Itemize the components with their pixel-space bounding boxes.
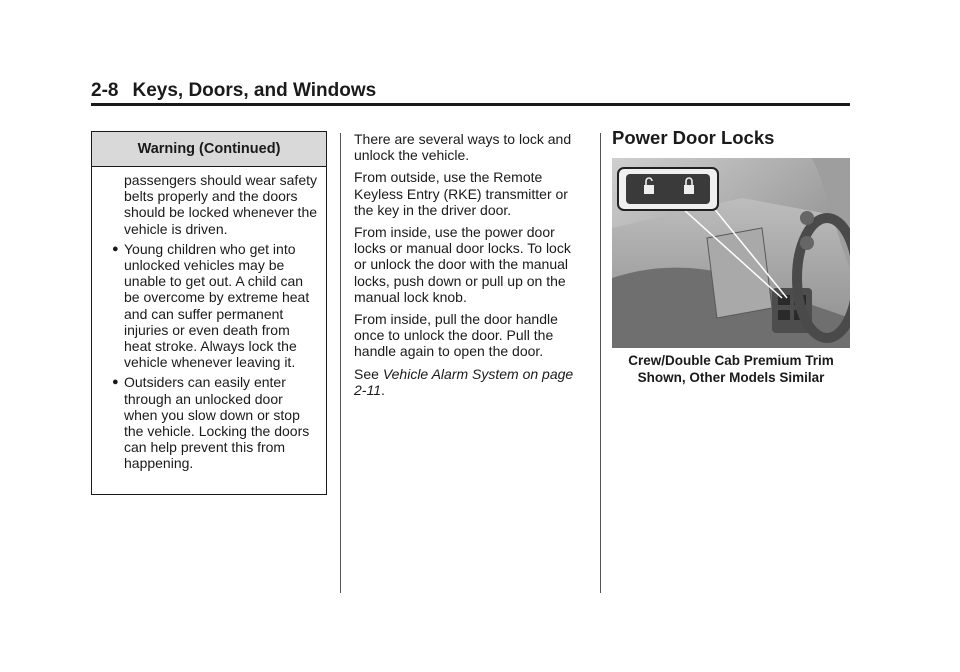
see-reference bbox=[354, 366, 586, 398]
door-panel-illustration bbox=[612, 158, 850, 348]
warning-bullet bbox=[112, 240, 318, 371]
section-title: Keys, Doors, and Windows bbox=[132, 80, 377, 101]
door-lock-switch-photo bbox=[612, 158, 850, 348]
warning-lead-text: passengers should wear safety belts properly and the doors should be locked whenever the vehicle is driven. bbox=[124, 172, 318, 237]
column-divider-right bbox=[600, 133, 601, 593]
warning-title: Warning (Continued) bbox=[92, 132, 326, 167]
see-prefix: See bbox=[354, 365, 383, 382]
paragraph: From inside, pull the door handle once to unlock the door. Pull the handle again to open the door. bbox=[354, 311, 558, 360]
header-rule bbox=[91, 103, 850, 106]
warning-bullet-text: Outsiders can easily enter through an unlocked door when you slow down or stop the vehicle. Locking the doors can help prevent this from happening. bbox=[124, 374, 310, 472]
caption-line: Crew/Double Cab Premium Trim bbox=[628, 353, 834, 368]
warning-body bbox=[92, 167, 326, 472]
cross-reference-link[interactable]: Vehicle Alarm System on page 2-11 bbox=[354, 365, 574, 398]
page-header bbox=[91, 80, 850, 102]
warning-bullet bbox=[112, 374, 318, 472]
bullet-icon: ● bbox=[112, 242, 119, 255]
middle-column bbox=[354, 131, 586, 404]
warning-box bbox=[91, 131, 327, 495]
paragraph: From outside, use the Remote Keyless Entry (RKE) transmitter or the key in the driver door. bbox=[354, 169, 568, 218]
caption-line: Shown, Other Models Similar bbox=[637, 370, 825, 385]
column-divider-left bbox=[340, 133, 341, 593]
see-suffix: . bbox=[380, 381, 385, 398]
paragraph: From inside, use the power door locks or manual door locks. To lock or unlock the door with the manual locks, push down or pull up on the manual lock knob. bbox=[354, 224, 571, 305]
warning-bullet-text: Young children who get into unlocked vehicles may be unable to get out. A child can be overcome by extreme heat and can suffer permanent injuries or even death from heat stroke. Always lock the vehicle whenever leaving it. bbox=[124, 240, 310, 371]
page-number: 2-8 bbox=[91, 80, 119, 101]
bullet-icon: ● bbox=[112, 376, 119, 389]
section-heading: Power Door Locks bbox=[612, 127, 775, 148]
photo-caption bbox=[612, 352, 850, 386]
paragraph: There are several ways to lock and unlock the vehicle. bbox=[354, 131, 572, 164]
right-column bbox=[612, 127, 852, 385]
